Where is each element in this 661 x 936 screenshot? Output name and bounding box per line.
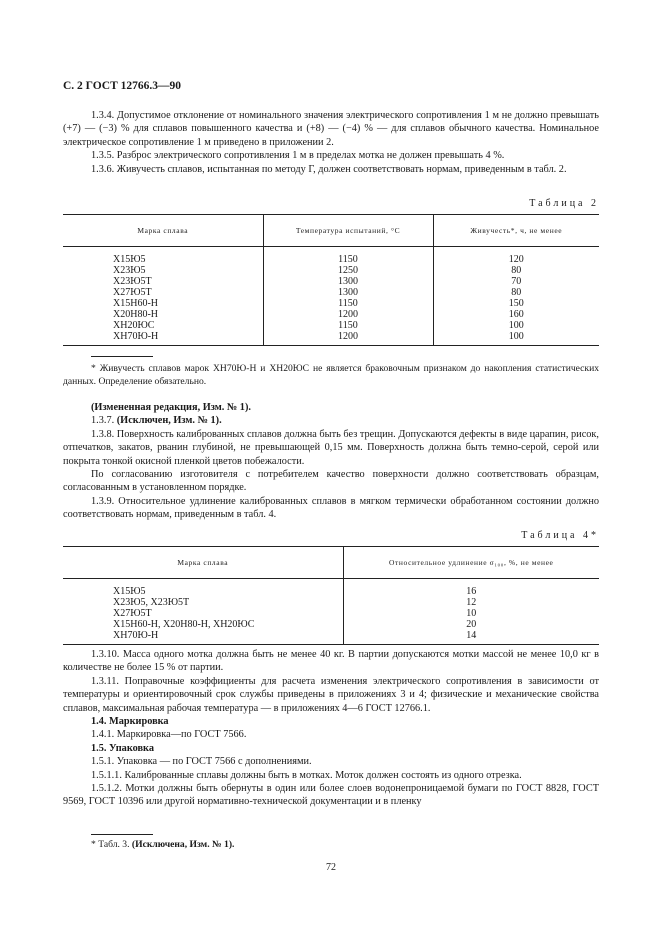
paragraph-1-3-8: 1.3.8. Поверхность калиброванных сплавов должна быть без трещин. Допускаются дефекты в виде царапин, рисок, отпечатков, закатов, рванин глубиной, не превышающей 0,15 мм. Поверхность должна быть темно-серой, серой или покрыта тонкой окисной пленкой цветов побежалости.	[63, 428, 599, 467]
table-cell: ХН70Ю-Н	[113, 630, 159, 641]
table-cell: Х20Н80-Н	[113, 309, 158, 320]
table-row	[63, 331, 599, 346]
heading-1-5: 1.5. Упаковка	[91, 742, 154, 754]
table-cell: 80	[433, 287, 599, 298]
table-row	[63, 309, 599, 320]
table-row	[63, 320, 599, 331]
footnote-separator	[91, 834, 153, 835]
table-cell: 100	[433, 331, 599, 346]
table-cell: Х15Н60-Н	[113, 298, 158, 309]
table-cell: 1150	[263, 247, 433, 266]
footnote-text: * Табл. 3. (Исключена, Изм. № 1).	[91, 839, 235, 850]
paragraph-1-3-4: 1.3.4. Допустимое отклонение от номинального значения электрического сопротивления 1 м не должно превышать (+7) — (−3) % для сплавов повышенного качества и (+8) — (−4) % — для сплавов обычного качества. Номинальное электрическое сопротивление 1 м приведено в приложении 2.	[63, 110, 599, 148]
table-row	[63, 579, 599, 598]
table-cell: Х23Ю5, Х23Ю5Т	[113, 597, 190, 608]
heading-1-4: 1.4. Маркировка	[91, 716, 169, 728]
table-header-cell: Марка сплава	[63, 547, 343, 579]
paragraph-1-5-1-2: 1.5.1.2. Мотки должны быть обернуты в один или более слоев водонепроницаемой бумаги по ГОСТ 8828, ГОСТ 9569, ГОСТ 10396 или другой нормативно-технической документации и в пленку	[63, 783, 599, 808]
table-cell: 10	[343, 608, 599, 619]
table-cell: Х15Ю5	[113, 586, 146, 597]
paragraph-1-3-8-cont: По согласованию изготовителя с потребителем качество поверхности должно соответствовать образцам, согласованным в установленном порядке.	[63, 469, 599, 494]
table-cell: Х27Ю5Т	[113, 608, 152, 619]
table-cell: 80	[433, 265, 599, 276]
section-1-3-4-to-6	[63, 109, 599, 176]
paragraph-1-4-1: 1.4.1. Маркировка—по ГОСТ 7566.	[91, 729, 247, 741]
table-cell: 16	[343, 579, 599, 598]
table-row	[63, 298, 599, 309]
table-row	[63, 619, 599, 630]
table-cell: 120	[433, 247, 599, 266]
paragraph-1-5-1-1: 1.5.1.1. Калиброванные сплавы должны быть в мотках. Моток должен состоять из одного отрезка.	[91, 769, 522, 781]
table-4-caption: Таблица 4*	[521, 530, 599, 541]
footnote-text: * Живучесть сплавов марок ХН70Ю-Н и ХН20ЮС не является браковочным признаком до накопления статистических данных. Определение обязательно.	[63, 363, 599, 387]
table-cell: 160	[433, 309, 599, 320]
table-cell: 1150	[263, 320, 433, 331]
table-cell: 1300	[263, 287, 433, 298]
table-row	[63, 597, 599, 608]
table-cell: Х27Ю5Т	[113, 287, 152, 298]
table-header-cell: Марка сплава	[63, 215, 263, 247]
table-cell: 1200	[263, 309, 433, 320]
table-2-caption: Таблица 2	[529, 198, 599, 209]
table-cell: 100	[433, 320, 599, 331]
footnote-separator	[91, 356, 153, 357]
table-header-cell: Живучесть*, ч, не менее	[433, 215, 599, 247]
amendment-note: (Измененная редакция, Изм. № 1).	[91, 402, 251, 413]
footnote-table-2	[63, 362, 599, 388]
table-cell: 150	[433, 298, 599, 309]
table-cell: Х15Н60-Н, Х20Н80-Н, ХН20ЮС	[113, 619, 255, 630]
table-4	[63, 546, 599, 645]
paragraph-1-3-9: 1.3.9. Относительное удлинение калиброванных сплавов в мягком термически обработанном состоянии должно соответствовать нормам, приведенным в табл. 4.	[63, 495, 599, 521]
table-row	[63, 287, 599, 298]
table-cell: 70	[433, 276, 599, 287]
paragraph-1-3-11: 1.3.11. Поправочные коэффициенты для расчета изменения электрического сопротивления в зависимости от температуры и ориентировочный срок службы приведены в приложениях 3 и 4; физические и механические свойства сплавов, максимальная рабочая температура — в приложениях 4—6 ГОСТ 12766.1.	[63, 675, 599, 714]
table-cell: 14	[343, 630, 599, 645]
table-row	[63, 265, 599, 276]
page-number: 72	[326, 862, 336, 873]
table-cell: Х23Ю5	[113, 265, 146, 276]
table-cell: 1250	[263, 265, 433, 276]
table-cell: 1200	[263, 331, 433, 346]
paragraph-1-3-7: 1.3.7. (Исключен, Изм. № 1).	[91, 415, 222, 427]
table-cell: Х23Ю5Т	[113, 276, 152, 287]
section-1-3-10-to-1-5	[63, 648, 599, 809]
paragraph-1-3-5: 1.3.5. Разброс электрического сопротивления 1 м в пределах мотка не должен превышать 4 %.	[91, 150, 505, 162]
table-cell: Х15Ю5	[113, 254, 146, 265]
table-row	[63, 608, 599, 619]
table-cell: ХН70Ю-Н	[113, 331, 159, 342]
table-cell: 1150	[263, 298, 433, 309]
table-row	[63, 247, 599, 266]
table-cell: 12	[343, 597, 599, 608]
page-header: С. 2 ГОСТ 12766.3—90	[63, 80, 182, 92]
table-cell: 1300	[263, 276, 433, 287]
paragraph-1-3-6: 1.3.6. Живучесть сплавов, испытанная по методу Г, должен соответствовать нормам, приведенным в табл. 2.	[91, 163, 567, 175]
paragraph-1-3-10: 1.3.10. Масса одного мотка должна быть не менее 40 кг. В партии допускаются мотки массой не менее 10,0 кг в количестве не более 15 % от партии.	[63, 649, 599, 674]
table-2	[63, 214, 599, 346]
paragraph-1-5-1: 1.5.1. Упаковка — по ГОСТ 7566 с дополнениями.	[91, 756, 312, 768]
table-header-cell: Относительное удлинение σ₁₀₀, %, не менее	[343, 547, 599, 579]
table-row	[63, 276, 599, 287]
table-cell: 20	[343, 619, 599, 630]
section-1-3-7-to-9	[63, 401, 599, 522]
table-row	[63, 630, 599, 645]
table-header-cell: Температура испытаний, °С	[263, 215, 433, 247]
footnote-table-3	[63, 838, 599, 851]
table-cell: ХН20ЮС	[113, 320, 155, 331]
